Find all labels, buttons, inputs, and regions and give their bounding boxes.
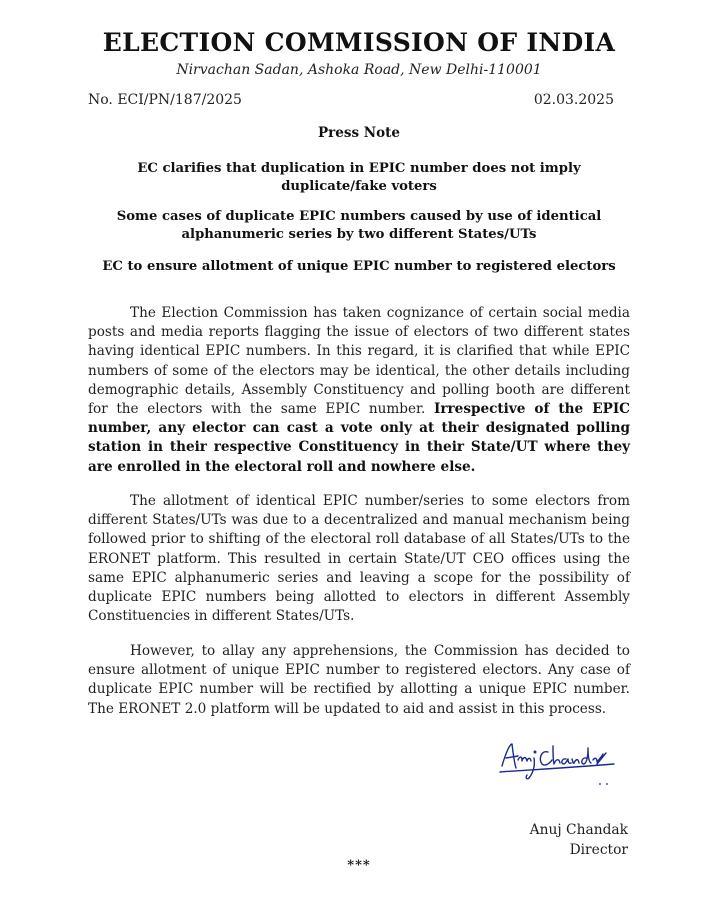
reference-line bbox=[88, 92, 614, 108]
signatory-block bbox=[530, 820, 628, 860]
end-mark: *** bbox=[347, 858, 371, 873]
paragraph-3: However, to allay any apprehensions, the Commission has decided to ensure allotment of unique EPIC number to registered electors. Any case of duplicate EPIC number will be rectified by allotting a unique EPIC number. The ERONET 2.0 platform will be updated to aid and assist in this process. bbox=[88, 643, 630, 717]
document-type: Press Note bbox=[318, 125, 400, 141]
organization-title: ELECTION COMMISSION OF INDIA bbox=[102, 28, 616, 57]
paragraph-1-text: The Election Commission has taken cognizance of certain social media posts and media reports flagging the issue of electors of two different states having identical EPIC numbers. In this regard, it is clarified that while EPIC numbers of some of the electors may be identical, the other details including demographic details, Assembly Constituency and polling booth are different for the electors with the same EPIC number. bbox=[88, 305, 630, 418]
signatory-designation: Director bbox=[569, 842, 628, 858]
organization-address: Nirvachan Sadan, Ashoka Road, New Delhi-110001 bbox=[176, 62, 542, 78]
signatory-name: Anuj Chandak bbox=[529, 822, 628, 838]
document-date: 02.03.2025 bbox=[533, 92, 614, 108]
paragraph-2: The allotment of identical EPIC number/series to some electors from different States/UTs was due to a decentralized and manual mechanism being followed prior to shifting of the electoral roll database of all States/UTs to the ERONET platform. This resulted in certain State/UT CEO offices using the same EPIC alphanumeric series and leaving a scope for the possibility of duplicate EPIC numbers being allotted to electors in different Assembly Constituencies in different States/UTs. bbox=[88, 493, 630, 625]
reference-number: No. ECI/PN/187/2025 bbox=[88, 92, 242, 108]
handwritten-signature bbox=[496, 734, 626, 794]
paragraph-1-emphasis: Irrespective of the EPIC number, any elector can cast a vote only at their designated polling station in their respective Constituency in their State/UT where they are enrolled in the electoral roll and nowhere else. bbox=[88, 401, 630, 475]
headline-2: Some cases of duplicate EPIC numbers caused by use of identical alphanumeric series by two different States/UTs bbox=[116, 209, 602, 242]
paragraph-1 bbox=[88, 304, 630, 477]
headline-1: EC clarifies that duplication in EPIC number does not imply duplicate/fake voters bbox=[137, 161, 581, 194]
headline-3: EC to ensure allotment of unique EPIC number to registered electors bbox=[102, 259, 616, 274]
